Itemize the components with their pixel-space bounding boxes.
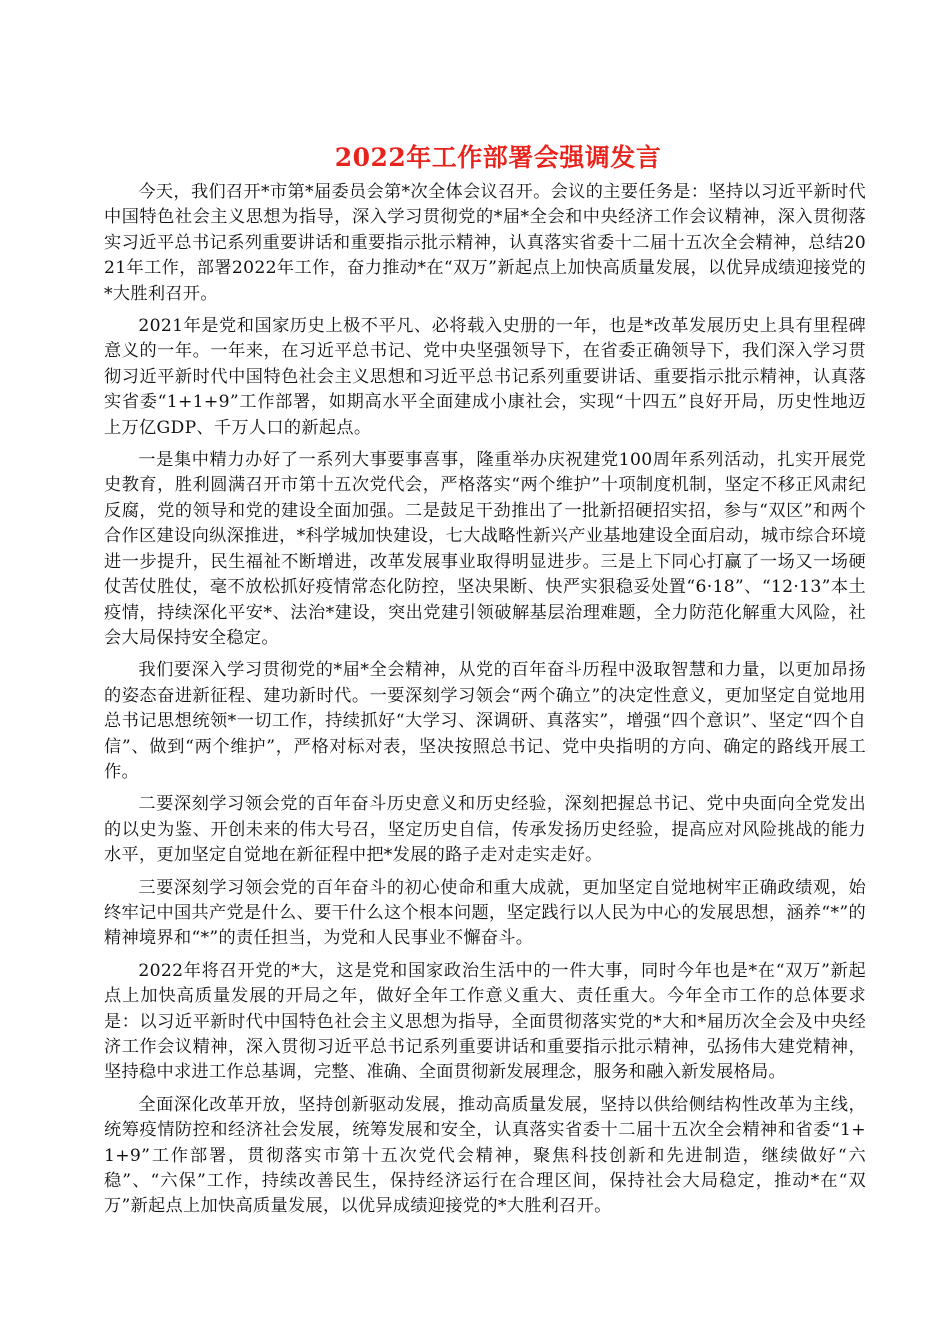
paragraph-2022-overview: 2022年将召开党的*大，这是党和国家政治生活中的一件大事，同时今年也是*在“双万”新起点上加快高质量发展的开局之年，做好全年工作意义重大、责任重大。今年全市工作的总体要求是：以习近平新时代中国特色社会主义思想为指导，全面贯彻落实党的*大和*届历次全会及中央经济工作会议精神，深入贯彻习近平总书记系列重要讲话和重要指示批示精神，弘扬伟大建党精神，坚持稳中求进工作总基调，完整、准确、全面贯彻新发展理念，服务和融入新发展格局。	[104, 960, 866, 1083]
paragraph-requirement-two: 二要深刻学习领会党的百年奋斗历史意义和历史经验，深刻把握总书记、党中央面向全党发出的以史为鉴、开创未来的伟大号召，坚定历史自信，传承发扬历史经验，提高应对风险挑战的能力水平，更加坚定自觉地在新征程中把*发展的路子走对走实走好。	[104, 794, 866, 866]
paragraph-achievements: 一是集中精力办好了一系列大事要事喜事，隆重举办庆祝建党100周年系列活动，扎实开展党史教育，胜利圆满召开市第十五次党代会，严格落实“两个维护”十项制度机制，坚定不移正风肃纪反腐，党的领导和党的建设全面加强。二是鼓足干劲推出了一批新招硬招实招，参与“双区”和两个合作区建设向纵深推进，*科学城加快建设，七大战略性新兴产业基地建设全面启动，城市综合环境进一步提升，民生福祉不断增进，改革发展事业取得明显进步。三是上下同心打赢了一场又一场硬仗苦仗胜仗，毫不放松抓好疫情常态化防控，坚决果断、快严实狠稳妥处置“6·18”、“12·13”本土疫情，持续深化平安*、法治*建设，突出党建引领破解基层治理难题，全力防范化解重大风险，社会大局保持安全稳定。	[104, 450, 866, 648]
paragraph-2021-review: 2021年是党和国家历史上极不平凡、必将载入史册的一年，也是*改革发展历史上具有里程碑意义的一年。一年来，在习近平总书记、党中央坚强领导下，在省委正确领导下，我们深入学习贯彻习近平新时代中国特色社会主义思想和习近平总书记系列重要讲话、重要指示批示精神，认真落实省委“1+1+9”工作部署，如期高水平全面建成小康社会，实现“十四五”良好开局，历史性地迈上万亿GDP、千万人口的新起点。	[104, 316, 866, 438]
paragraph-requirement-three: 三要深刻学习领会党的百年奋斗的初心使命和重大成就，更加坚定自觉地树牢正确政绩观，始终牢记中国共产党是什么、要干什么这个根本问题，坚定践行以人民为中心的发展思想，涵养“*”的精神境界和“*”的责任担当，为党和人民事业不懈奋斗。	[104, 877, 866, 949]
document-body	[104, 180, 866, 1227]
paragraph-2022-tasks: 全面深化改革开放，坚持创新驱动发展，推动高质量发展，坚持以供给侧结构性改革为主线，统筹疫情防控和经济社会发展，统筹发展和安全，认真落实省委十二届十五次全会精神和省委“1+1+9”工作部署，贯彻落实市第十五次党代会精神，聚焦科技创新和先进制造，继续做好“六稳”、“六保”工作，持续改善民生，保持经济运行在合理区间，保持社会大局稳定，推动*在“双万”新起点上加快高质量发展，以优异成绩迎接党的*大胜利召开。	[104, 1094, 866, 1217]
paragraph-opening: 今天，我们召开*市第*届委员会第*次全体会议召开。会议的主要任务是：坚持以习近平新时代中国特色社会主义思想为指导，深入学习贯彻党的*届*全会和中央经济工作会议精神，深入贯彻落实习近平总书记系列重要讲话和重要指示批示精神，认真落实省委十二届十五次全会精神，总结2021年工作，部署2022年工作，奋力推动*在“双万”新起点上加快高质量发展，以优异成绩迎接党的*大胜利召开。	[104, 182, 866, 304]
document-title: 2022年工作部署会强调发言	[334, 143, 662, 172]
paragraph-requirement-one: 我们要深入学习贯彻党的*届*全会精神，从党的百年奋斗历程中汲取智慧和力量，以更加昂扬的姿态奋进新征程、建功新时代。一要深刻学习领会“两个确立”的决定性意义，更加坚定自觉地用总书记思想统领*一切工作，持续抓好“大学习、深调研、真落实”，增强“四个意识”、坚定“四个自信”、做到“两个维护”，严格对标对表，坚决按照总书记、党中央指明的方向、确定的路线开展工作。	[104, 660, 866, 782]
